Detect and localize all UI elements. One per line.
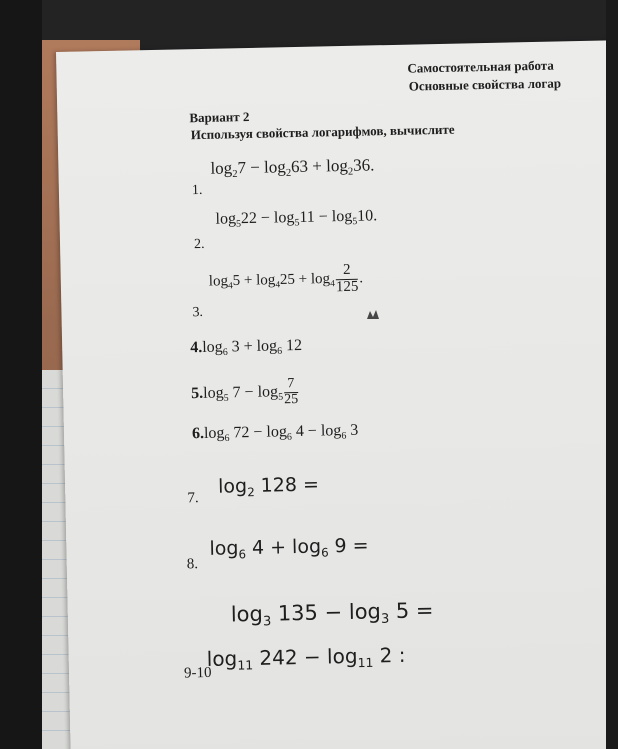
left-dark-edge [0, 0, 42, 749]
worksheet-paper [56, 40, 618, 749]
header-title-line2: Основные свойства логар [408, 75, 562, 94]
task-3-expression: $\log_45 + \log_425 + \log_4$ $\frac{2}{125}$ . [208, 261, 364, 295]
task-4-expression: $4.\log_6$ $3 + \log_6 12$ [190, 336, 303, 359]
variant-label: Вариант 2 [189, 108, 250, 126]
right-dark-edge [606, 0, 618, 749]
task-8-expression: $\log_6 4 + \log_6 9$ = [209, 534, 369, 562]
task-1-expression: $\log_27 - \log_263 + \log_236$. [210, 155, 375, 181]
task-2-expression: $\log_522 - \log_511 - \log_510$. [215, 207, 378, 230]
header-title-line1: Самостоятельная работа [407, 57, 554, 76]
task-6-expression: $6.\log_6$ $72 - \log_6 4 - \log_6 3$ [191, 421, 359, 445]
instruction-text: Используя свойства логарифмов, вычислите [190, 121, 455, 143]
task-9-10-number: 9-10 [183, 664, 212, 682]
task-10-expression: $\log_{11} 242 - \log_{11} 2$ : [206, 642, 406, 673]
task-2-number: 2. [193, 236, 205, 253]
task-3-number: 3. [192, 304, 204, 321]
task-5-expression: $5.\log_5$ $7 - \log_5$ $\frac{7}{25}$ [191, 376, 299, 407]
task-5-fraction: $\frac{7}{25}$ [284, 376, 299, 407]
task-9-expression: $\log_3 135 - \log_3 5$ = [230, 598, 434, 630]
task-7-number: 7. [187, 490, 199, 507]
task-7-expression: $\log_2 128$ = [217, 473, 320, 500]
task-3-fraction: $\frac{2}{125}$ [335, 261, 359, 295]
task-1-number: 1. [191, 182, 203, 199]
ink-smudge [366, 308, 380, 320]
task-8-number: 8. [186, 556, 199, 573]
